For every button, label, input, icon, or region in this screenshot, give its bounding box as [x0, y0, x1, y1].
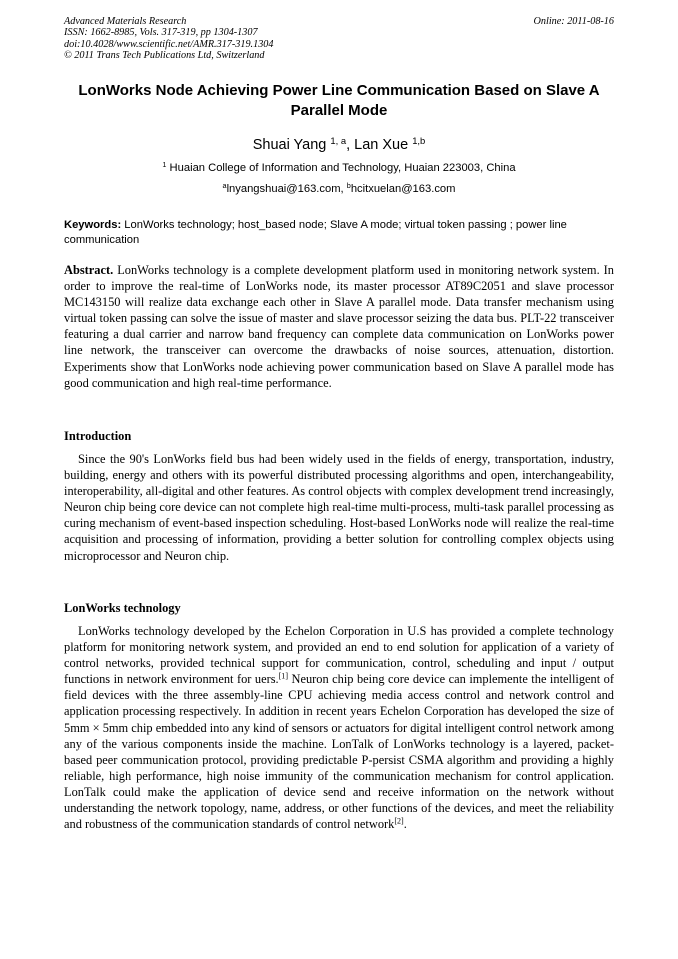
- journal-issn: ISSN: 1662-8985, Vols. 317-319, pp 1304-1307: [64, 27, 258, 39]
- paragraph-text: Neuron chip being core device can implemente the intelligent of field devices with the three assembly-line CPU achieving media access control and network control and application processing respectively. In addition in recent years Echelon Corporation has developed the size of 5mm × 5mm chip embedded into any kind of sensors or actuators for digital intelligent control network among any of the various components inside the machine. LonTalk of LonWorks technology is a layered, packet-based peer communication protocol, providing predictable P-persist CSMA algorithm and providing a highly reliable, high performance, high noise immunity of the communication mechanism for control application. LonTalk could make the application of device send and receive information on the network without understanding the network topology, name, address, or other functions of the devices, and meet the reliability and robustness of the communication standards of control network: [64, 672, 614, 832]
- keywords-label: Keywords:: [64, 219, 122, 231]
- keywords: [64, 218, 614, 247]
- journal-doi: doi:10.4028/www.scientific.net/AMR.317-319.1304: [64, 38, 274, 50]
- journal-header: [64, 16, 273, 61]
- section-heading-lonworks: LonWorks technology: [64, 601, 181, 615]
- email-mark: b: [346, 181, 351, 190]
- affiliation-mark: 1: [162, 160, 167, 169]
- paragraph-text: LonWorks technology developed by the Echelon Corporation in U.S has provided a complete technology platform for monitoring network system, and provided an end to end solution for application of a variety of control networks, provided technical support for communication, control, scheduling and input / output functions in network environment for uers.: [64, 624, 614, 687]
- citation-ref[interactable]: [1]: [278, 671, 289, 681]
- keywords-text: LonWorks technology; host_based node; Slave A mode; virtual token passing ; power line communication: [64, 219, 567, 246]
- journal-name: Advanced Materials Research: [64, 16, 187, 27]
- lonworks-paragraph: [64, 623, 614, 832]
- email-address: hcitxuelan@163.com: [350, 183, 456, 195]
- abstract: [64, 262, 614, 391]
- abstract-label: Abstract.: [64, 263, 114, 277]
- paper-title: LonWorks Node Achieving Power Line Communication Based on Slave A Parallel Mode: [78, 82, 600, 119]
- author-list: [64, 136, 614, 154]
- email-separator: ,: [340, 183, 347, 195]
- introduction-paragraph: Since the 90's LonWorks field bus had been widely used in the fields of energy, transportation, industry, building, energy and others with its powerful distributed processing algorithms and open, interchangeability, interoperability, all-digital and other features. As control objects with complex development trend increasingly, Neuron chip being core device can not complete high real-time multi-process, multi-task parallel processing as curing mechanism of event-based inspection scheduling. Host-based LonWorks node will realize the real-time acquisition and processing of information, providing a better solution for controlling complex objects using microprocessor and Neuron chip.: [64, 452, 614, 563]
- author-name: Shuai Yang: [252, 137, 327, 153]
- journal-copyright: © 2011 Trans Tech Publications Ltd, Switzerland: [64, 49, 265, 61]
- author-separator: ,: [346, 137, 355, 153]
- affiliation: [64, 161, 614, 175]
- abstract-text: LonWorks technology is a complete development platform used in monitoring network system. In order to improve the real-time of LonWorks node, its master processor AT89C2051 and slave processor MC143150 will realize data exchange each other in Slave A parallel mode. Data transfer mechanism using virtual token passing can solve the issue of master and slave processor seizing the data bus. PLT-22 transceiver featuring a dual carrier and narrow band frequency can complete data communication on LonWorks power line network, the transceiver can overcome the drawbacks of noise sources, attenuation, distortion. Experiments show that LonWorks node achieving power communication based on Slave A parallel mode has good communication and high real-time performance.: [64, 263, 614, 390]
- online-date: Online: 2011-08-16: [533, 16, 614, 27]
- author-emails: [64, 182, 614, 196]
- author-name: Lan Xue: [354, 137, 409, 153]
- email-mark: a: [222, 181, 227, 190]
- email-address: lnyangshuai@163.com: [226, 183, 341, 195]
- citation-ref[interactable]: [2]: [394, 816, 404, 826]
- author-affil-mark: 1,b: [412, 134, 426, 146]
- author-affil-mark: 1, a: [330, 134, 347, 146]
- paragraph-end: .: [403, 817, 407, 832]
- section-heading-introduction: Introduction: [64, 429, 132, 443]
- affiliation-text: Huaian College of Information and Technology, Huaian 223003, China: [166, 162, 516, 174]
